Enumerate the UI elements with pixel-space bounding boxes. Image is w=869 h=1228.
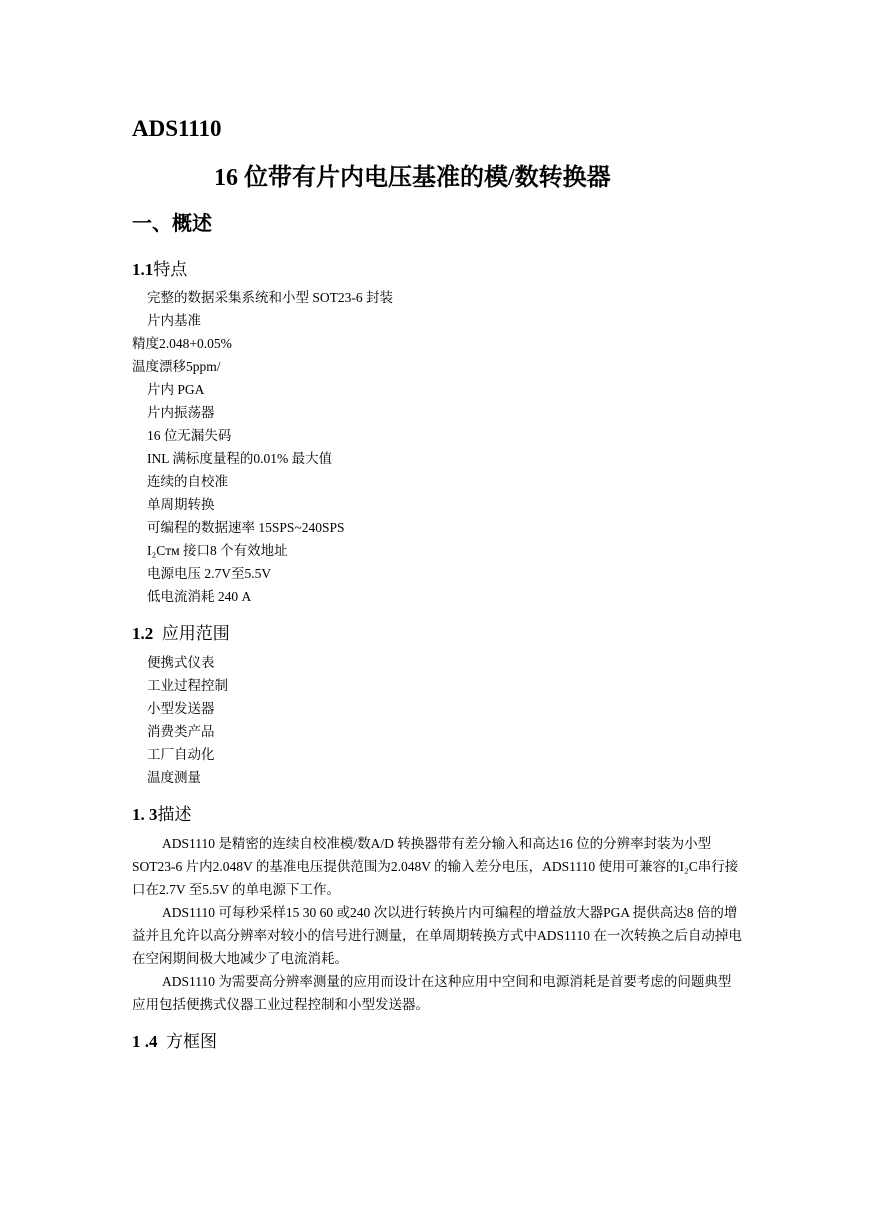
description-paragraph: ADS1110 是精密的连续自校准模/数A/D 转换器带有差分输入和高达16 位的分辨率封装为小型SOT23-6 片内2.048V 的基准电压提供范围为2.048V 的输入差分电压，ADS1110 使用可兼容的I₂C串行接口在2.7V 至5.5V 的单电源下工作。 xyxy=(132,836,739,897)
feature-item: 16 位无漏失码 xyxy=(147,428,232,443)
application-item: 工厂自动化 xyxy=(147,747,215,762)
section-number: 1. 3 xyxy=(132,805,158,824)
description-body xyxy=(132,832,742,1016)
feature-item: 片内基准 xyxy=(147,313,201,328)
feature-item: 温度漂移5ppm/ xyxy=(132,359,221,374)
section-heading-block-diagram xyxy=(132,1027,217,1052)
description-paragraph: ADS1110 为需要高分辨率测量的应用而设计在这种应用中空间和电源消耗是首要考虑的问题典型应用包括便携式仪器工业过程控制和小型发送器。 xyxy=(132,974,732,1012)
feature-item: 可编程的数据速率 15SPS~240SPS xyxy=(147,520,345,535)
application-item: 小型发送器 xyxy=(147,701,215,716)
feature-item: 片内振荡器 xyxy=(147,405,215,420)
application-item: 消费类产品 xyxy=(147,724,215,739)
section-number: 1.1 xyxy=(132,260,154,279)
section-heading-applications xyxy=(132,619,230,644)
feature-item: 低电流消耗 240 A xyxy=(147,589,252,604)
document-title: ADS1110 xyxy=(132,116,222,141)
feature-item: 单周期转换 xyxy=(147,497,215,512)
feature-item: 精度2.048+0.05% xyxy=(132,336,232,351)
application-item: 工业过程控制 xyxy=(147,678,228,693)
section-label: 方框图 xyxy=(166,1032,217,1051)
section-heading-overview: 一、概述 xyxy=(132,213,212,235)
feature-item: 完整的数据采集系统和小型 SOT23-6 封装 xyxy=(147,290,393,305)
description-paragraph: ADS1110 可每秒采样15 30 60 或240 次以进行转换片内可编程的增益放大器PGA 提供高达8 倍的增益并且允许以高分辨率对较小的信号进行测量，在单周期转换方式中ADS1110 在一次转换之后自动掉电在空闲期间极大地减少了电流消耗。 xyxy=(132,905,742,966)
section-label: 描述 xyxy=(157,805,192,824)
section-heading-description xyxy=(132,800,192,825)
section-label: 应用范围 xyxy=(161,624,230,643)
section-label: 特点 xyxy=(153,260,188,279)
feature-item: INL 满标度量程的0.01% 最大值 xyxy=(147,451,333,466)
feature-item: 片内 PGA xyxy=(147,382,205,397)
feature-item: I₂Cᴛᴍ 接口8 个有效地址 xyxy=(147,543,288,558)
application-item: 便携式仪表 xyxy=(147,655,215,670)
feature-item: 电源电压 2.7V至5.5V xyxy=(147,566,272,581)
document-subtitle: 16 位带有片内电压基准的模/数转换器 xyxy=(214,165,611,191)
application-item: 温度测量 xyxy=(147,770,201,785)
section-number: 1 .4 xyxy=(132,1032,158,1051)
section-heading-features xyxy=(132,255,187,280)
section-number: 1.2 xyxy=(132,624,154,643)
feature-item: 连续的自校准 xyxy=(147,474,228,489)
